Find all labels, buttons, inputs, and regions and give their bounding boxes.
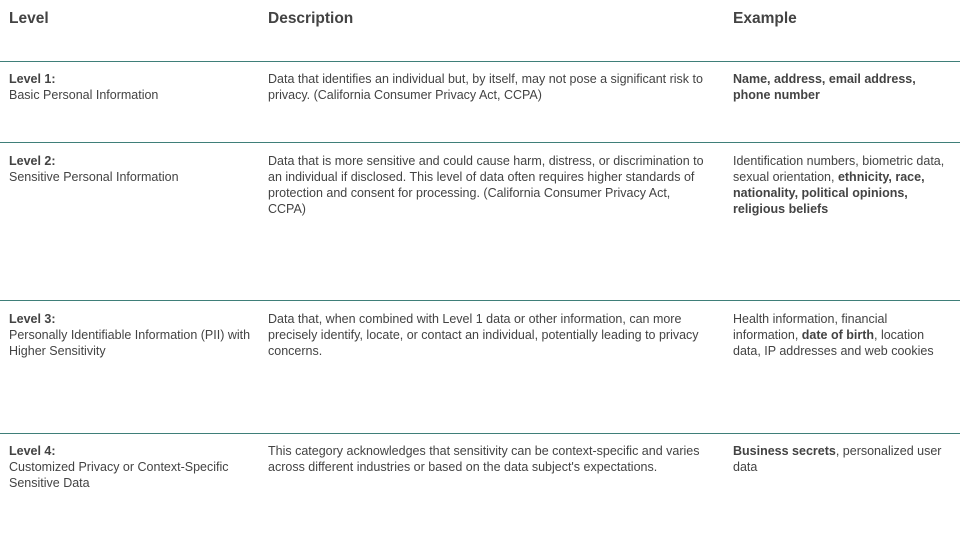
example-text-bold: Name, address, email address, phone number — [733, 72, 916, 102]
level-cell — [9, 71, 254, 103]
row-divider — [0, 142, 960, 143]
example-text: Identification numbers, biometric data, sexual orientation, — [733, 154, 945, 184]
row-divider — [0, 433, 960, 434]
example-cell — [733, 311, 955, 359]
description-cell: Data that is more sensitive and could cause harm, distress, or discrimination to an individual if disclosed. This level of data often requires higher standards of protection and consent for processing. (California Consumer Privacy Act, CCPA) — [268, 154, 704, 216]
example-text: Health information, financial information, — [733, 312, 888, 342]
example-cell — [733, 153, 955, 217]
level-cell — [9, 443, 254, 491]
level-title: Level 2: — [9, 154, 56, 168]
row-divider — [0, 61, 960, 62]
example-text-bold: date of birth — [801, 328, 874, 342]
header-level: Level — [9, 10, 49, 27]
example-text-bold: Business secrets — [733, 444, 836, 458]
level-cell — [9, 311, 254, 359]
description-cell: Data that identifies an individual but, by itself, may not pose a significant risk to privacy. (California Consumer Privacy Act, CCPA) — [268, 72, 703, 102]
example-cell — [733, 71, 955, 103]
description-cell: Data that, when combined with Level 1 data or other information, can more precisely identify, locate, or contact an individual, potentially leading to privacy concerns. — [268, 312, 699, 358]
header-example: Example — [733, 10, 797, 27]
level-name: Personally Identifiable Information (PII) with Higher Sensitivity — [9, 328, 251, 358]
level-name: Sensitive Personal Information — [9, 170, 179, 184]
header-description: Description — [268, 10, 354, 27]
level-title: Level 1: — [9, 72, 56, 86]
level-title: Level 4: — [9, 444, 56, 458]
example-cell — [733, 443, 955, 475]
example-text: , personalized user data — [733, 444, 942, 474]
level-name: Customized Privacy or Context-Specific Sensitive Data — [9, 460, 229, 490]
example-text-bold: ethnicity, race, nationality, political opinions, religious beliefs — [733, 170, 925, 216]
level-title: Level 3: — [9, 312, 56, 326]
example-text: , location data, IP addresses and web cookies — [733, 328, 934, 358]
level-cell — [9, 153, 254, 185]
level-name: Basic Personal Information — [9, 88, 159, 102]
description-cell: This category acknowledges that sensitivity can be context-specific and varies across different industries or based on the data subject's expectations. — [268, 444, 700, 474]
row-divider — [0, 300, 960, 301]
